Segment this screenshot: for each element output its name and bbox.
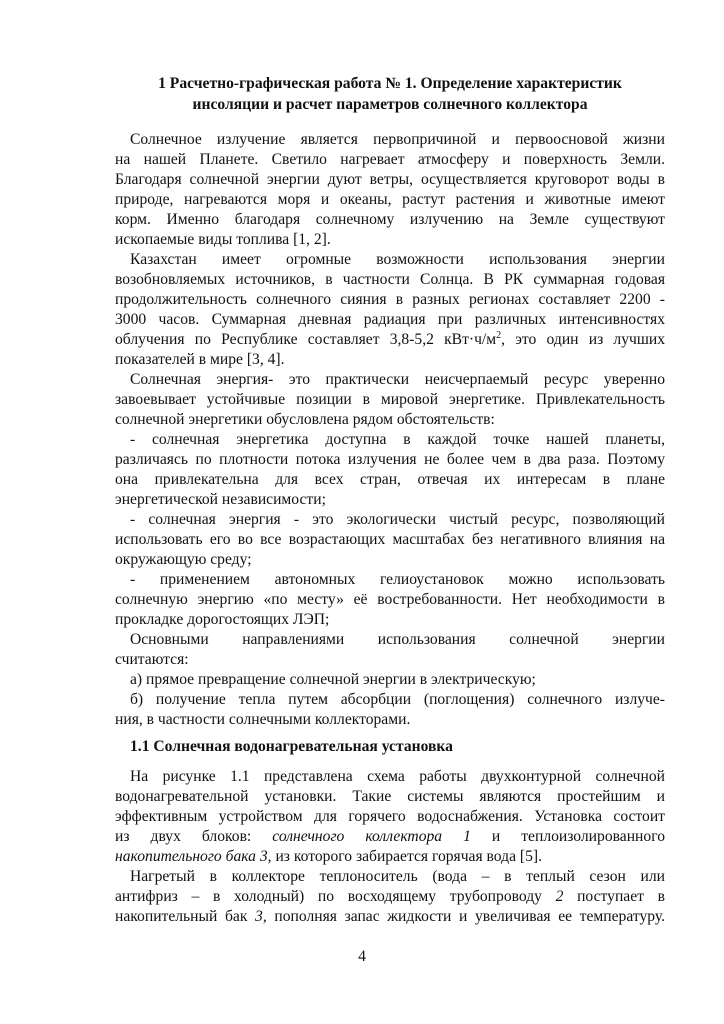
text-run: поступает в — [563, 888, 665, 905]
text-line: Казахстан имеет огромные возможности использования энергии — [130, 251, 665, 268]
section-heading-line: инсоляции и расчет параметров солнечного коллектора — [192, 96, 588, 113]
italic-text: 2 — [555, 888, 564, 905]
text-line — [115, 330, 665, 350]
list-item-a: а) прямое превращение солнечной энергии в электрическую; — [130, 671, 536, 688]
text-run: , это один из лучших — [501, 331, 666, 348]
section-heading-line: 1 Расчетно-графическая работа № 1. Определение характеристик — [158, 75, 622, 92]
text-line: на нашей Планете. Светило нагревает атмосферу и поверхность Земли. — [115, 151, 665, 168]
text-line: - солнечная энергетика доступна в каждой точке нашей планеты, — [130, 431, 665, 448]
italic-text: накопительного бака 3, — [115, 848, 272, 865]
text-run: антифриз – в холодный) по восходящему трубопроводу — [115, 888, 556, 905]
text-line: Солнечное излучение является первопричиной и первоосновой жизни — [130, 131, 665, 148]
text-run: , пополняя запас жидкости и увеличивая ее температуру. — [262, 908, 665, 925]
text-line: энергетической независимости; — [115, 491, 326, 508]
text-line: различаясь по плотности потока излучения не более чем в два раза. Поэтому — [115, 451, 665, 468]
text-line: природе, нагреваются моря и океаны, растут растения и животные имеют — [115, 191, 665, 208]
text-run: и теплоизолированного — [470, 828, 665, 845]
text-line: солнечную энергию «по месту» её востребованности. Нет необходимости в — [115, 591, 665, 608]
text-line: - применением автономных гелиоустановок можно использовать — [130, 571, 665, 588]
text-line: Солнечная энергия- это практически неисчерпаемый ресурс уверенно — [130, 371, 665, 388]
text-line: она привлекательна для всех стран, отвечая их интересам в плане — [115, 471, 665, 488]
text-line — [115, 847, 665, 867]
italic-text: 3 — [255, 908, 263, 925]
text-line: окружающую среду; — [115, 551, 252, 568]
text-line: продолжительность солнечного сияния в разных регионах составляет 2200 - — [115, 291, 665, 308]
text-line: водонагревательной установки. Такие системы являются простейшим и — [115, 788, 665, 805]
text-line — [115, 827, 665, 847]
text-line: ископаемые виды топлива [1, 2]. — [115, 231, 331, 248]
text-line: На рисунке 1.1 представлена схема работы двухконтурной солнечной — [130, 768, 665, 785]
text-line: использовать его во все возрастающих масштабах без негативного влияния на — [115, 531, 665, 548]
text-line: завоевывает устойчивые позиции в мировой энергетике. Привлекательность — [115, 391, 665, 408]
text-run: накопительный бак — [115, 908, 256, 925]
text-line: прокладке дорогостоящих ЛЭП; — [115, 611, 330, 628]
text-line: 3000 часов. Суммарная дневная радиация при различных интенсивностях — [115, 311, 665, 328]
text-line: - солнечная энергия - это экологически чистый ресурс, позволяющий — [130, 511, 665, 528]
text-line — [115, 887, 665, 907]
text-line: возобновляемых источников, в частности Солнца. В РК суммарная годовая — [115, 271, 665, 288]
text-run: из двух блоков: — [115, 828, 273, 845]
subsection-heading: 1.1 Солнечная водонагревательная установка — [130, 738, 453, 755]
italic-text: солнечного коллектора 1 — [272, 828, 471, 845]
text-line — [115, 907, 665, 927]
text-line: Нагретый в коллекторе теплоноситель (вода – в теплый сезон или — [130, 868, 665, 885]
text-run: облучения по Республике составляет 3,8-5,2 кВт·ч/м — [115, 331, 497, 348]
text-line: Основными направлениями использования солнечной энергии — [130, 631, 665, 648]
page-number: 4 — [358, 948, 366, 965]
text-line: солнечной энергетики обусловлена рядом обстоятельств: — [115, 411, 495, 428]
text-line: показателей в мире [3, 4]. — [115, 351, 285, 368]
superscript: 2 — [496, 330, 502, 341]
text-line: корм. Именно благодаря солнечному излучению на Земле существуют — [115, 211, 665, 228]
text-run: из которого забирается горячая вода [5]. — [271, 848, 542, 865]
text-line: Благодаря солнечной энергии дуют ветры, осуществляется круговорот воды в — [115, 171, 665, 188]
text-line: б) получение тепла путем абсорбции (поглощения) солнечного излуче- — [130, 691, 665, 708]
text-line: считаются: — [115, 651, 189, 668]
section-heading — [115, 73, 665, 115]
text-line: ния, в частности солнечными коллекторами. — [115, 711, 411, 728]
text-line: эффективным устройством для горячего водоснабжения. Установка состоит — [115, 808, 665, 825]
